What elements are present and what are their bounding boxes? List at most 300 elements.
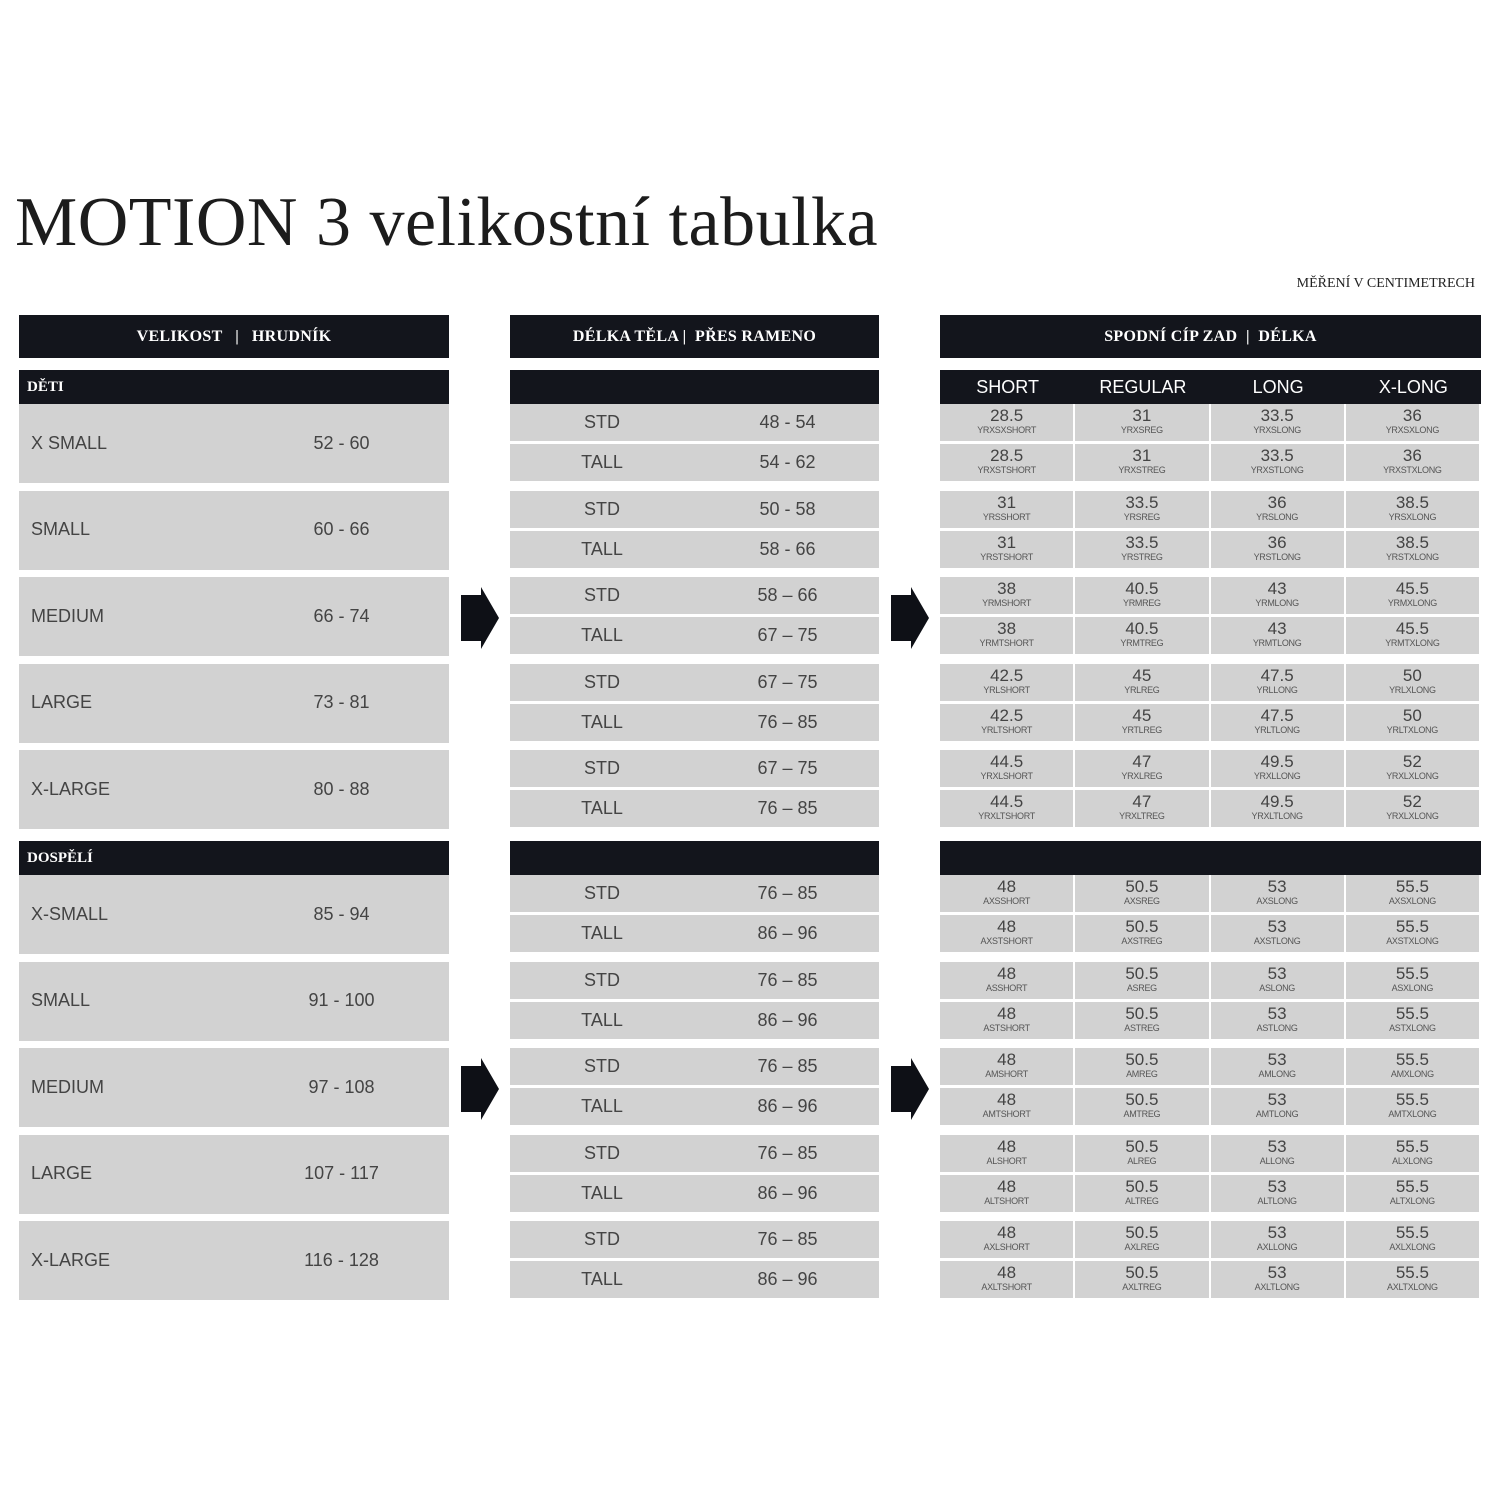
product-code: ASSHORT [986, 982, 1028, 993]
length-cell [1346, 531, 1479, 568]
column-header: X-LONG [1346, 370, 1481, 404]
product-code: YRMXLONG [1387, 598, 1437, 608]
chest-value: 97 - 108 [308, 1076, 375, 1097]
length-value: 36 [1402, 446, 1422, 465]
product-code: AMTREG [1123, 1109, 1161, 1119]
product-code: AXLLONG [1256, 1242, 1298, 1252]
fit-label: STD [584, 758, 620, 778]
size-name: LARGE [31, 692, 93, 712]
body-length-value: 76 – 85 [757, 1229, 818, 1249]
length-cell [1346, 915, 1479, 952]
length-cell [1211, 790, 1344, 827]
product-code: YRXSLONG [1253, 425, 1301, 435]
length-cell [1346, 577, 1479, 614]
product-code: YRXSREG [1120, 425, 1163, 435]
section-bar [940, 370, 1481, 404]
length-value: 28.5 [990, 406, 1024, 425]
length-cell [940, 1002, 1073, 1039]
length-value: 55.5 [1395, 1050, 1429, 1069]
length-value: 31 [1132, 446, 1152, 465]
fit-label: TALL [581, 923, 623, 943]
length-value: 53 [1267, 877, 1287, 896]
length-cell [940, 915, 1073, 952]
length-cell [1211, 1221, 1344, 1258]
body-length-value: 76 – 85 [757, 1056, 818, 1076]
length-value: 45.5 [1395, 619, 1429, 638]
length-value: 48 [997, 1136, 1017, 1156]
body-length-value: 76 – 85 [757, 798, 818, 818]
product-code: AMTXLONG [1388, 1109, 1437, 1119]
length-cell [1211, 664, 1344, 701]
product-code: ALTSHORT [984, 1195, 1030, 1206]
product-code: ALTXLONG [1389, 1195, 1435, 1206]
chest-value: 116 - 128 [304, 1249, 379, 1270]
length-value: 47 [1132, 752, 1152, 771]
fit-label: TALL [581, 711, 623, 732]
product-code: AXSXLONG [1388, 896, 1436, 906]
product-code: YRXSXLONG [1385, 425, 1440, 435]
product-code: YRLTSHORT [981, 724, 1033, 735]
length-value: 33.5 [1125, 492, 1159, 512]
product-code: ASTXLONG [1389, 1022, 1436, 1033]
chest-value: 91 - 100 [308, 990, 375, 1010]
length-cell [1346, 790, 1479, 827]
length-value: 28.5 [990, 446, 1024, 465]
length-value: 48 [997, 963, 1017, 983]
product-code: YRXLREG [1121, 771, 1163, 781]
length-cell [1211, 1088, 1344, 1125]
length-value: 48 [997, 1176, 1017, 1196]
fit-label: TALL [581, 625, 623, 645]
body-length-value: 67 – 75 [757, 625, 818, 645]
length-value: 55.5 [1395, 1136, 1429, 1156]
length-cell [1346, 962, 1479, 999]
product-code: ALTLONG [1257, 1195, 1297, 1206]
size-name: SMALL [31, 990, 91, 1010]
length-cell [940, 875, 1073, 912]
product-code: YRXLXLONG [1386, 811, 1439, 821]
chest-value: 85 - 94 [313, 903, 370, 924]
length-value: 53 [1267, 1090, 1287, 1109]
product-code: YRLSHORT [983, 684, 1030, 695]
product-code: AMTLONG [1255, 1109, 1299, 1119]
size-name: LARGE [31, 1163, 93, 1183]
length-cell [940, 617, 1073, 654]
size-name: SMALL [31, 519, 91, 539]
length-value: 55.5 [1395, 1090, 1429, 1109]
product-code: YRXSTXLONG [1383, 465, 1442, 475]
unit-note: MĚŘENÍ V CENTIMETRECH [1296, 276, 1475, 291]
fit-label: TALL [581, 1182, 623, 1203]
fit-label: STD [584, 1142, 620, 1163]
length-cell [1211, 1048, 1344, 1085]
length-cell [1346, 1175, 1479, 1212]
chest-value: 80 - 88 [313, 778, 370, 799]
product-code: ALTREG [1125, 1195, 1159, 1206]
product-code: YRSTREG [1121, 551, 1163, 562]
length-value: 47.5 [1260, 705, 1294, 725]
length-value: 48 [997, 1223, 1017, 1242]
length-cell [1346, 444, 1479, 481]
product-code: YRLLONG [1256, 684, 1298, 695]
length-cell [1075, 404, 1208, 441]
product-code: AXLTXLONG [1387, 1282, 1438, 1292]
length-cell [940, 491, 1073, 528]
length-value: 36 [1267, 532, 1287, 552]
length-value: 53 [1267, 1176, 1287, 1196]
length-value: 43 [1267, 579, 1287, 598]
product-code: YRLTLONG [1254, 724, 1300, 735]
product-code: YRMLONG [1255, 598, 1299, 608]
page-title: MOTION 3 velikostní tabulka [15, 184, 879, 261]
body-length-value: 54 - 62 [759, 452, 816, 472]
length-value: 50.5 [1125, 1263, 1159, 1282]
length-cell [940, 404, 1073, 441]
length-value: 48 [997, 1263, 1017, 1282]
fit-label: TALL [581, 1269, 623, 1289]
length-value: 53 [1267, 1003, 1287, 1023]
length-value: 49.5 [1260, 792, 1294, 811]
body-length-value: 48 - 54 [759, 412, 816, 432]
chest-value: 73 - 81 [313, 692, 370, 712]
product-code: YRXSTSHORT [977, 465, 1036, 475]
product-code: ALREG [1127, 1155, 1157, 1166]
length-cell [940, 704, 1073, 741]
length-cell [1346, 750, 1479, 787]
product-code: AXSTSHORT [980, 936, 1033, 946]
arrow-right-icon [891, 1058, 929, 1120]
length-value: 49.5 [1260, 752, 1294, 771]
length-cell [940, 1261, 1073, 1298]
length-cell [1075, 664, 1208, 701]
length-cell [1346, 404, 1479, 441]
product-code: YRLREG [1124, 684, 1160, 695]
length-cell [1211, 1135, 1344, 1172]
size-name: MEDIUM [31, 1076, 104, 1097]
product-code: YRXLLONG [1253, 771, 1301, 781]
length-cell [1075, 704, 1208, 741]
header-body-length: DÉLKA TĚLA | PŘES RAMENO [510, 315, 879, 358]
length-cell [1346, 1088, 1479, 1125]
product-code: YRSTXLONG [1385, 551, 1439, 562]
length-cell [1075, 962, 1208, 999]
length-cell [1211, 875, 1344, 912]
product-code: AXSTLONG [1253, 936, 1301, 946]
length-value: 55.5 [1395, 963, 1429, 983]
product-code: YRMSHORT [982, 598, 1032, 608]
length-value: 48 [997, 877, 1017, 896]
product-code: AMXLONG [1390, 1069, 1434, 1079]
body-length-value: 67 – 75 [757, 671, 818, 692]
length-value: 44.5 [990, 792, 1024, 811]
body-length-value: 86 – 96 [757, 1269, 818, 1289]
body-length-value: 76 – 85 [757, 969, 818, 990]
size-name: X-SMALL [31, 903, 109, 924]
length-cell [1075, 1175, 1208, 1212]
body-length-value: 86 – 96 [757, 1009, 818, 1030]
length-cell [1211, 404, 1344, 441]
header-size-chest: VELIKOST | HRUDNÍK [19, 315, 449, 358]
length-cell [1075, 750, 1208, 787]
fit-label: STD [584, 671, 620, 692]
chest-value: 107 - 117 [304, 1163, 379, 1183]
length-cell [1075, 531, 1208, 568]
length-cell [940, 1175, 1073, 1212]
product-code: ASTREG [1124, 1022, 1160, 1033]
length-value: 50.5 [1125, 1136, 1159, 1156]
length-value: 55.5 [1395, 1263, 1429, 1282]
product-code: ASTLONG [1256, 1022, 1298, 1033]
length-value: 40.5 [1125, 579, 1159, 598]
length-value: 50 [1402, 665, 1422, 685]
fit-label: STD [584, 1056, 620, 1076]
product-code: YRXSTREG [1118, 465, 1166, 475]
length-cell [1211, 577, 1344, 614]
product-code: AXSTREG [1121, 936, 1163, 946]
length-value: 45 [1132, 665, 1152, 685]
fit-label: STD [584, 883, 620, 903]
length-cell [1211, 962, 1344, 999]
fit-label: STD [584, 498, 620, 519]
length-cell [1346, 1048, 1479, 1085]
length-value: 36 [1267, 492, 1287, 512]
length-value: 50.5 [1125, 1003, 1159, 1023]
product-code: YRXSXSHORT [977, 425, 1037, 435]
product-code: ALSHORT [986, 1155, 1027, 1166]
length-value: 38 [997, 579, 1017, 598]
section-bar [510, 370, 879, 404]
length-value: 50.5 [1125, 877, 1159, 896]
length-cell [940, 531, 1073, 568]
length-cell [1211, 1175, 1344, 1212]
length-cell [1075, 1221, 1208, 1258]
length-cell [1346, 875, 1479, 912]
length-cell [1211, 1002, 1344, 1039]
product-code: YRMTREG [1120, 638, 1164, 648]
product-code: YRMTXLONG [1385, 638, 1440, 648]
product-code: YRMREG [1123, 598, 1161, 608]
product-code: ALXLONG [1392, 1155, 1433, 1166]
length-value: 31 [997, 532, 1017, 552]
chest-value: 60 - 66 [313, 519, 370, 539]
length-value: 50.5 [1125, 917, 1159, 936]
product-code: AXSREG [1124, 896, 1160, 906]
product-code: YRXLTSHORT [978, 811, 1035, 821]
length-cell [1075, 1135, 1208, 1172]
body-length-value: 86 – 96 [757, 1182, 818, 1203]
length-cell [1346, 704, 1479, 741]
length-cell [1075, 790, 1208, 827]
length-value: 31 [1132, 406, 1152, 425]
fit-label: STD [584, 1229, 620, 1249]
length-value: 40.5 [1125, 619, 1159, 638]
product-code: YRXLXLONG [1386, 771, 1439, 781]
product-code: AXLTLONG [1254, 1282, 1300, 1292]
fit-label: TALL [581, 798, 623, 818]
size-name: MEDIUM [31, 605, 104, 626]
length-cell [940, 790, 1073, 827]
length-cell [1211, 531, 1344, 568]
chest-value: 66 - 74 [313, 605, 370, 626]
length-cell [1075, 444, 1208, 481]
size-name: X SMALL [31, 432, 108, 453]
length-value: 50 [1402, 705, 1422, 725]
length-value: 31 [997, 492, 1017, 512]
length-value: 55.5 [1395, 1176, 1429, 1196]
arrow-right-icon [891, 587, 929, 649]
body-length-value: 67 – 75 [757, 758, 818, 778]
length-value: 53 [1267, 1223, 1287, 1242]
length-value: 45 [1132, 705, 1152, 725]
header-back-length: SPODNÍ CÍP ZAD | DÉLKA [940, 315, 1481, 358]
product-code: ASTSHORT [983, 1022, 1030, 1033]
length-value: 38.5 [1395, 532, 1429, 552]
length-cell [940, 750, 1073, 787]
length-cell [940, 1088, 1073, 1125]
arrow-right-icon [461, 587, 499, 649]
product-code: YRSTSHORT [980, 551, 1033, 562]
product-code: YRSREG [1123, 511, 1160, 522]
length-cell [1211, 491, 1344, 528]
length-value: 33.5 [1260, 446, 1294, 465]
body-length-value: 58 - 66 [759, 538, 816, 559]
length-value: 53 [1267, 917, 1287, 936]
length-cell [1211, 1261, 1344, 1298]
length-value: 53 [1267, 1050, 1287, 1069]
length-value: 55.5 [1395, 1223, 1429, 1242]
fit-label: TALL [581, 1009, 623, 1030]
length-cell [1075, 577, 1208, 614]
length-cell [1211, 750, 1344, 787]
length-value: 42.5 [990, 665, 1024, 685]
length-value: 36 [1402, 406, 1422, 425]
size-name: X-LARGE [31, 778, 111, 799]
length-value: 44.5 [990, 752, 1024, 771]
product-code: YRSXLONG [1388, 511, 1437, 522]
body-length-value: 86 – 96 [757, 923, 818, 943]
length-value: 50.5 [1125, 1223, 1159, 1242]
length-value: 50.5 [1125, 1050, 1159, 1069]
length-value: 53 [1267, 1136, 1287, 1156]
product-code: ASXLONG [1391, 982, 1434, 993]
product-code: AMTSHORT [982, 1109, 1031, 1119]
arrow-right-icon [461, 1058, 499, 1120]
length-value: 33.5 [1260, 406, 1294, 425]
length-value: 47.5 [1260, 665, 1294, 685]
length-cell [1346, 617, 1479, 654]
length-cell [1346, 664, 1479, 701]
length-cell [1346, 1135, 1479, 1172]
length-value: 50.5 [1125, 1176, 1159, 1196]
length-cell [1075, 1048, 1208, 1085]
product-code: YRXLTLONG [1251, 811, 1303, 821]
length-value: 48 [997, 1050, 1017, 1069]
length-value: 53 [1267, 1263, 1287, 1282]
product-code: ALLONG [1259, 1155, 1295, 1166]
length-value: 48 [997, 1090, 1017, 1109]
product-code: YRMTSHORT [979, 638, 1034, 648]
product-code: YRTLREG [1121, 724, 1162, 735]
product-code: ASREG [1126, 982, 1157, 993]
product-code: YRXSTLONG [1250, 465, 1304, 475]
length-value: 50.5 [1125, 963, 1159, 983]
body-length-value: 86 – 96 [757, 1096, 818, 1116]
product-code: YRSLONG [1256, 511, 1299, 522]
length-cell [940, 664, 1073, 701]
product-code: AMREG [1126, 1069, 1158, 1079]
length-cell [940, 444, 1073, 481]
fit-label: STD [584, 585, 620, 605]
product-code: AXLREG [1124, 1242, 1160, 1252]
length-value: 47 [1132, 792, 1152, 811]
length-value: 55.5 [1395, 877, 1429, 896]
fit-label: TALL [581, 452, 623, 472]
length-cell [1075, 1088, 1208, 1125]
product-code: AXSTXLONG [1386, 936, 1439, 946]
length-cell [1346, 491, 1479, 528]
length-cell [1075, 1261, 1208, 1298]
length-cell [940, 962, 1073, 999]
length-cell [940, 1221, 1073, 1258]
length-cell [1075, 617, 1208, 654]
length-value: 42.5 [990, 705, 1024, 725]
product-code: YRLXLONG [1389, 684, 1436, 695]
length-cell [1346, 1221, 1479, 1258]
body-length-value: 76 – 85 [757, 883, 818, 903]
length-value: 43 [1267, 619, 1287, 638]
length-cell [1346, 1002, 1479, 1039]
length-cell [940, 577, 1073, 614]
section-label: DOSPĚLÍ [19, 841, 449, 875]
length-value: 33.5 [1125, 532, 1159, 552]
length-cell [1075, 875, 1208, 912]
product-code: YRSTLONG [1253, 551, 1301, 562]
length-value: 52 [1402, 792, 1422, 811]
product-code: YRLTXLONG [1386, 724, 1438, 735]
product-code: AXLTSHORT [981, 1282, 1032, 1292]
length-cell [940, 1048, 1073, 1085]
length-value: 38.5 [1395, 492, 1429, 512]
length-cell [1211, 444, 1344, 481]
product-code: AXLTREG [1122, 1282, 1162, 1292]
length-cell [1075, 491, 1208, 528]
column-header: SHORT [940, 370, 1075, 404]
product-code: YRXLTREG [1119, 811, 1165, 821]
length-value: 45.5 [1395, 579, 1429, 598]
section-bar [940, 841, 1481, 875]
length-cell [1211, 915, 1344, 952]
product-code: AMLONG [1258, 1069, 1296, 1079]
length-cell [1211, 704, 1344, 741]
length-value: 38 [997, 619, 1017, 638]
product-code: AXLXLONG [1389, 1242, 1436, 1252]
body-length-value: 76 – 85 [757, 711, 818, 732]
fit-label: TALL [581, 1096, 623, 1116]
length-cell [1075, 915, 1208, 952]
section-bar [510, 841, 879, 875]
fit-label: STD [584, 969, 620, 990]
product-code: AXSSHORT [983, 896, 1031, 906]
product-code: YRSSHORT [982, 511, 1031, 522]
length-value: 53 [1267, 963, 1287, 983]
length-cell [1346, 1261, 1479, 1298]
length-value: 48 [997, 917, 1017, 936]
section-label: DĚTI [19, 370, 449, 404]
length-value: 55.5 [1395, 1003, 1429, 1023]
body-length-value: 76 – 85 [757, 1142, 818, 1163]
body-length-value: 58 – 66 [757, 585, 818, 605]
fit-label: STD [584, 412, 620, 432]
